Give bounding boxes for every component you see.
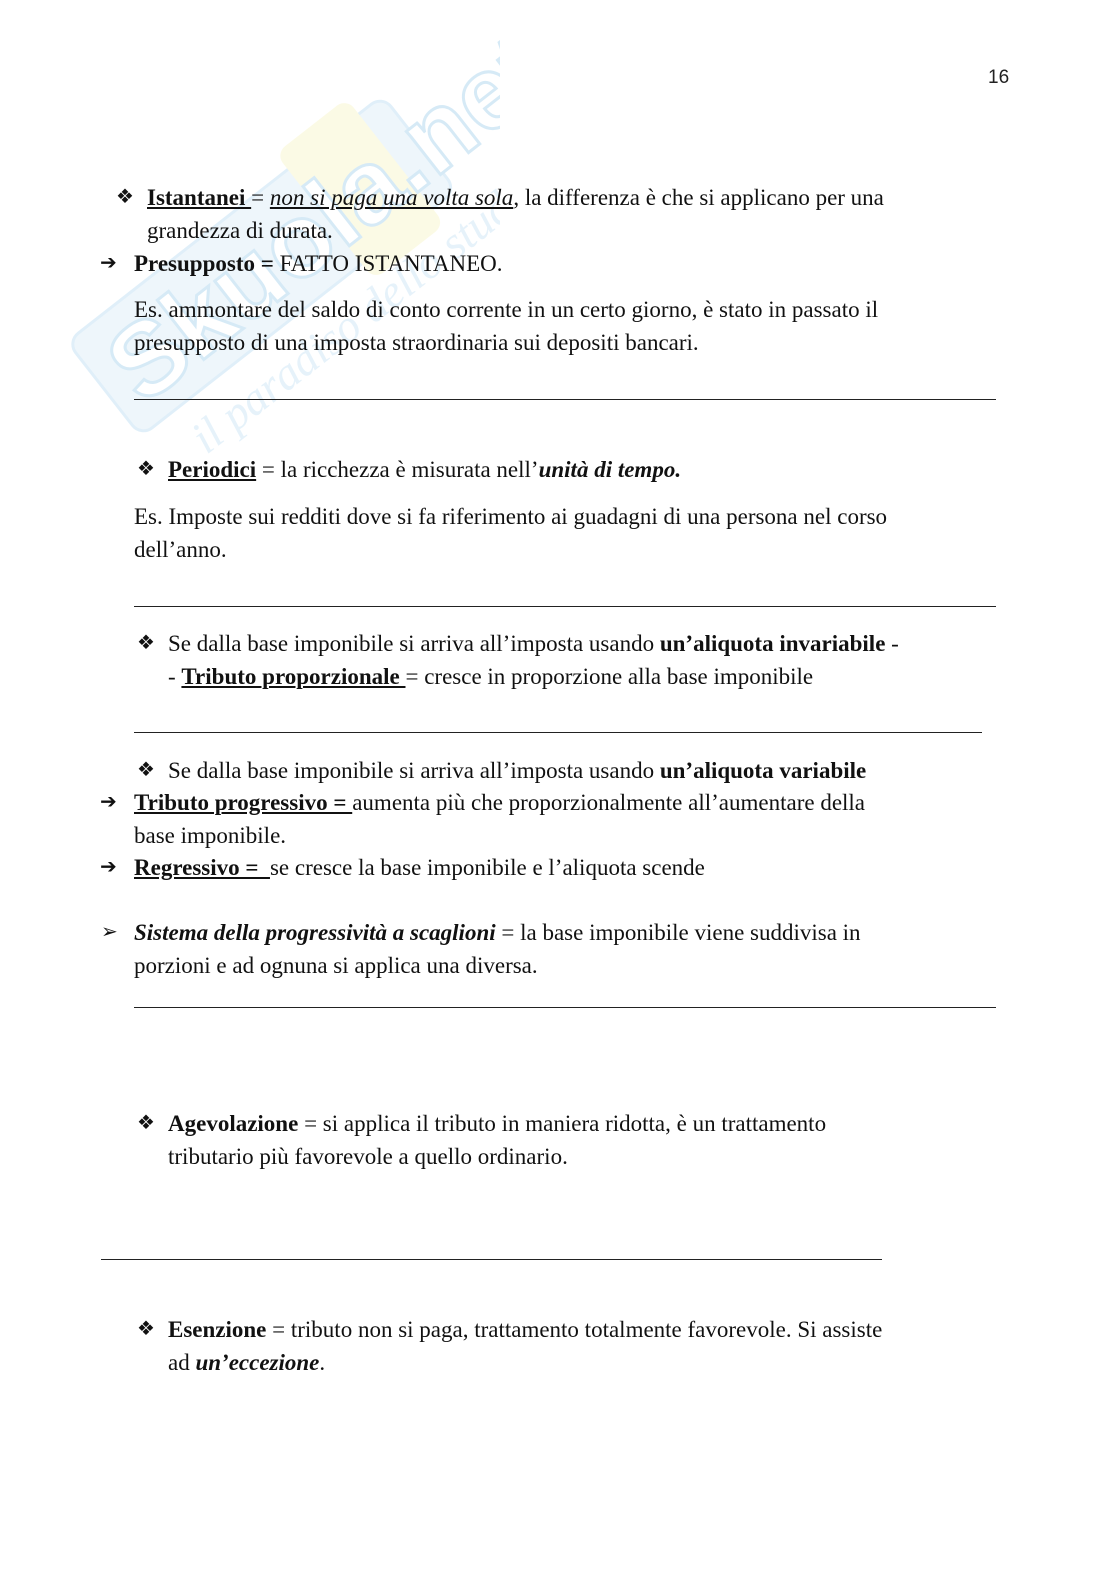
scaglioni-line2: porzioni e ad ognuna si applica una diversa. (134, 953, 538, 978)
agevolazione-term: Agevolazione (168, 1111, 299, 1136)
invariabile-line2-rest: = cresce in proporzione alla base imponibile (405, 664, 814, 689)
diamond-bullet-icon: ❖ (116, 186, 134, 208)
tributo-proporzionale-term: Tributo proporzionale (181, 664, 406, 689)
arrow-right-icon: ➔ (100, 856, 117, 878)
esenzione-prefix: ad (168, 1350, 196, 1375)
istantanei-italic: non si paga una volta sola (269, 185, 514, 210)
periodici-term: Periodici (168, 457, 257, 482)
esenzione-line2 (168, 1346, 325, 1379)
divider-rule (134, 1007, 996, 1008)
esenzione-term: Esenzione (168, 1317, 267, 1342)
variabile-bold: un’aliquota variabile (659, 758, 867, 783)
es-redditi-line1: Es. Imposte sui redditi dove si fa riferimento ai guadagni di una persona nel corso (134, 504, 888, 529)
invariabile-tail: - (885, 631, 899, 656)
watermark-tagline: il paradiso dello studente (181, 134, 500, 463)
divider-rule (134, 399, 996, 400)
progressivo-rest: aumenta più che proporzionalmente all’aumentare della (352, 790, 866, 815)
agevolazione-line1 (168, 1107, 826, 1140)
diamond-bullet-icon: ❖ (137, 1112, 155, 1134)
invariabile-line2 (168, 660, 813, 693)
es-saldo-line2: presupposto di una imposta straordinaria sui depositi bancari. (134, 330, 699, 355)
esenzione-rest: = tributo non si paga, trattamento totalmente favorevole. Si assiste (266, 1317, 883, 1342)
diamond-bullet-icon: ❖ (137, 632, 155, 654)
agevolazione-line2: tributario più favorevole a quello ordinario. (168, 1144, 568, 1169)
scaglioni-rest: = la base imponibile viene suddivisa in (495, 920, 861, 945)
divider-rule (134, 732, 982, 733)
progressivo-line1 (134, 786, 865, 819)
agevolazione-rest: = si applica il tributo in maniera ridotta, è un trattamento (298, 1111, 827, 1136)
presupposto-term: Presupposto = (134, 251, 280, 276)
regressivo-rest: se cresce la base imponibile e l’aliquota scende (269, 855, 705, 880)
istantanei-term: Istantanei (147, 185, 252, 210)
progressivo-line2: base imponibile. (134, 823, 287, 848)
scaglioni-line1 (134, 916, 861, 949)
watermark-brand: Skuola.net (86, 40, 500, 425)
divider-rule (101, 1259, 882, 1260)
istantanei-rest: , la differenza è che si applicano per una (513, 185, 884, 210)
page-number: 16 (988, 67, 1010, 88)
periodici-emphasis: unità di tempo. (538, 457, 682, 482)
variabile-line (168, 754, 866, 787)
diamond-bullet-icon: ❖ (137, 1318, 155, 1340)
arrow-right-icon: ➔ (100, 252, 117, 274)
presupposto-line (134, 247, 503, 280)
periodici-line (168, 453, 681, 486)
invariabile-bold: un’aliquota invariabile (659, 631, 886, 656)
variabile-text: Se dalla base imponibile si arriva all’imposta usando (168, 758, 660, 783)
diamond-bullet-icon: ❖ (137, 458, 155, 480)
divider-rule (134, 606, 996, 607)
istantanei-paragraph (147, 181, 1007, 214)
es-redditi-line2: dell’anno. (134, 537, 227, 562)
tributo-progressivo-term: Tributo progressivo = (134, 790, 353, 815)
scaglioni-term: Sistema della progressività a scaglioni (134, 920, 496, 945)
esenzione-tail: . (319, 1350, 326, 1375)
istantanei-line2: grandezza di durata. (147, 218, 333, 243)
istantanei-eq: = (251, 185, 270, 210)
esenzione-line1 (168, 1313, 882, 1346)
invariabile-text: Se dalla base imponibile si arriva all’imposta usando (168, 631, 660, 656)
invariabile-prefix: - (168, 664, 182, 689)
invariabile-line1 (168, 627, 899, 660)
regressivo-line (134, 851, 705, 884)
periodici-text: = la ricchezza è misurata nell’ (256, 457, 539, 482)
arrow-right-icon: ➔ (100, 791, 117, 813)
esenzione-emphasis: un’eccezione (195, 1350, 320, 1375)
presupposto-value: FATTO ISTANTANEO. (279, 251, 503, 276)
es-saldo-line1: Es. ammontare del saldo di conto corrente in un certo giorno, è stato in passato il (134, 297, 879, 322)
regressivo-term: Regressivo = (134, 855, 270, 880)
diamond-bullet-icon: ❖ (137, 759, 155, 781)
arrowhead-bullet-icon: ➢ (101, 921, 118, 943)
